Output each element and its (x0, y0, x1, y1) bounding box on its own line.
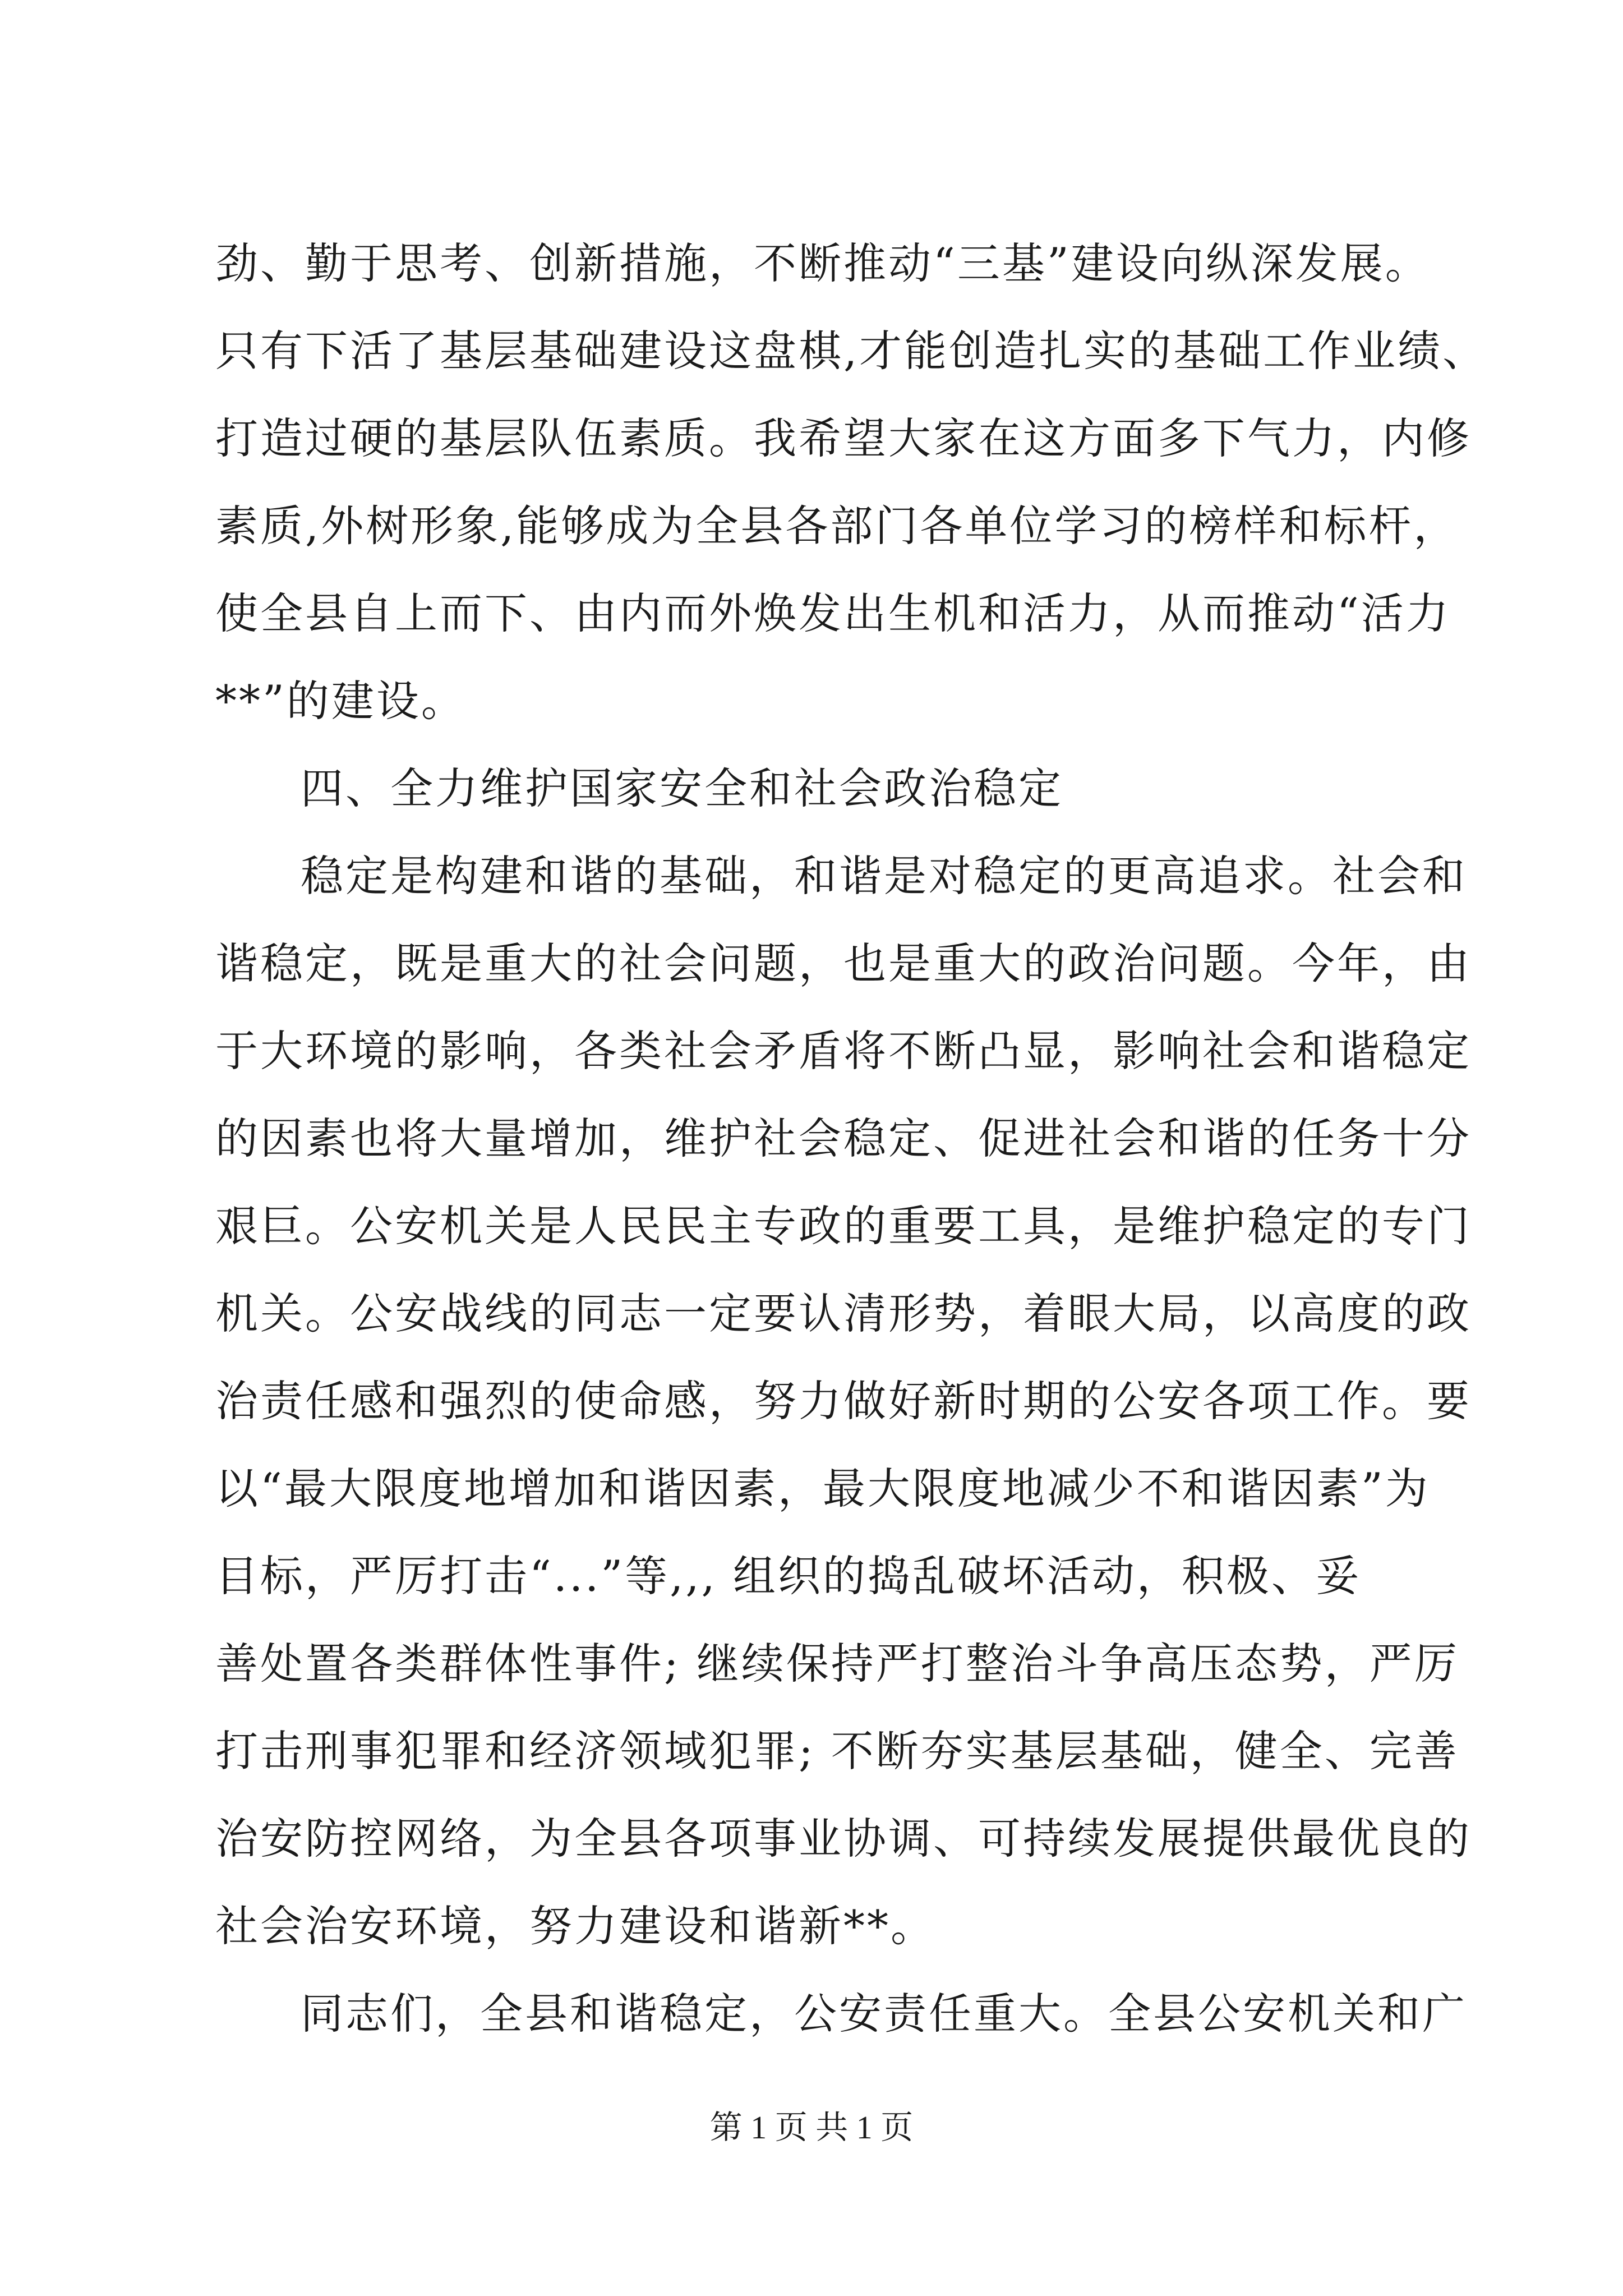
text-line: 以“最大限度地增加和谐因素，最大限度地减少不和谐因素”为 (215, 1464, 1430, 1513)
text-line: 劲、勤于思考、创新措施，不断推动“三基”建设向纵深发展。 (215, 238, 1430, 288)
text-line: 谐稳定，既是重大的社会问题，也是重大的政治问题。今年，由 (215, 938, 1472, 988)
text-line: 同志们，全县和谐稳定，公安责任重大。全县公安机关和广 (301, 1989, 1467, 2039)
text-line: 善处置各类群体性事件; 继续保持严打整治斗争高压态势，严厉 (215, 1639, 1459, 1688)
text-line: 艰巨。公安机关是人民民主专政的重要工具，是维护稳定的专门 (215, 1201, 1472, 1251)
text-line: 素质,外树形象,能够成为全县各部门各单位学习的榜样和标杆， (215, 501, 1459, 551)
text-line: 的因素也将大量增加，维护社会稳定、促进社会和谐的任务十分 (215, 1114, 1472, 1163)
text-line: 机关。公安战线的同志一定要认清形势，着眼大局，以高度的政 (215, 1289, 1472, 1338)
text-line: 只有下活了基层基础建设这盘棋,才能创造扎实的基础工作业绩、 (215, 326, 1488, 376)
text-line: 于大环境的影响，各类社会矛盾将不断凸显，影响社会和谐稳定 (215, 1026, 1472, 1076)
body-text (215, 220, 1488, 2058)
text-line: 社会治安环境，努力建设和谐新**。 (215, 1901, 935, 1951)
page-footer: 第 1 页 共 1 页 (709, 2109, 914, 2146)
text-line: 目标，严厉打击“...”等,,, 组织的捣乱破坏活动，积极、妥 (215, 1551, 1361, 1601)
text-line: 打造过硬的基层队伍素质。我希望大家在这方面多下气力，内修 (215, 413, 1472, 463)
text-line: **”的建设。 (215, 676, 466, 726)
text-line: 使全县自上而下、由内而外焕发出生机和活力，从而推动“活力 (215, 588, 1451, 638)
text-line: 稳定是构建和谐的基础，和谐是对稳定的更高追求。社会和 (301, 851, 1467, 901)
text-line: 治安防控网络，为全县各项事业协调、可持续发展提供最优良的 (215, 1814, 1472, 1864)
text-line: 治责任感和强烈的使命感，努力做好新时期的公安各项工作。要 (215, 1376, 1472, 1426)
text-line: 四、全力维护国家安全和社会政治稳定 (301, 763, 1063, 813)
text-line: 打击刑事犯罪和经济领域犯罪; 不断夯实基层基础，健全、完善 (215, 1726, 1459, 1776)
